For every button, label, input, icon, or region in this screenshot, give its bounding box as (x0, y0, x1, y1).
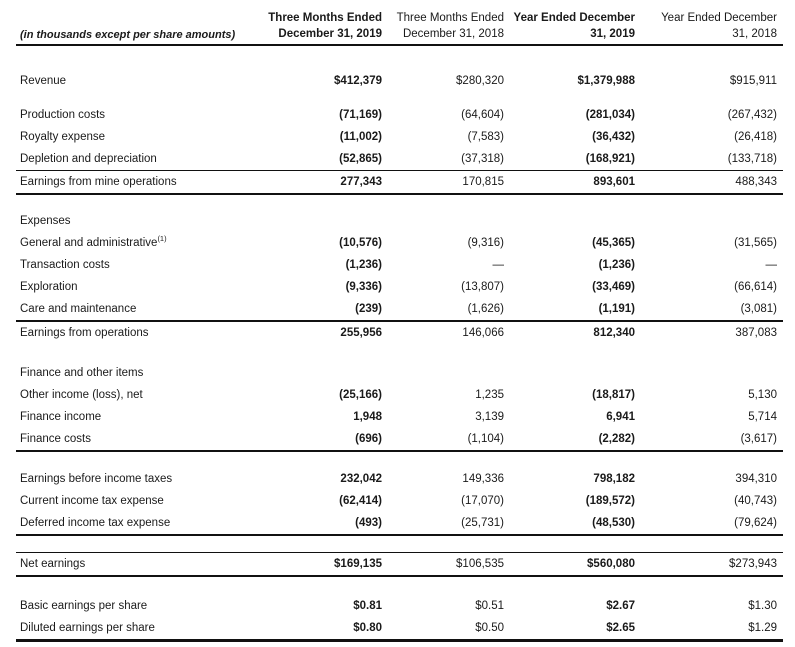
column-header-three-months-2019 (262, 10, 382, 42)
column-header-line1: Three Months Ended (268, 12, 382, 24)
table-header-label: (in thousands except per share amounts) (20, 29, 236, 41)
column-header-line1: Year Ended December (513, 12, 635, 24)
value-cell: (45,365) (592, 237, 635, 249)
value-cell: 3,139 (475, 411, 504, 423)
table-row (16, 406, 783, 428)
row-spacer (16, 195, 783, 210)
value-cell: (1,236) (345, 259, 382, 271)
value-cell: (11,002) (339, 131, 382, 143)
row-label: Production costs (20, 109, 106, 121)
value-cell: 277,343 (340, 176, 382, 188)
table-row (16, 148, 783, 171)
value-cell: $1.30 (748, 600, 777, 612)
row-label: Earnings from operations (20, 327, 149, 339)
value-cell: (189,572) (585, 495, 635, 507)
value-cell: $0.51 (475, 600, 504, 612)
value-cell: 146,066 (462, 327, 504, 339)
table-row (16, 595, 783, 617)
value-cell: (1,626) (467, 303, 504, 315)
value-cell: 387,083 (735, 327, 777, 339)
table-row (16, 298, 783, 322)
value-cell: $0.80 (353, 622, 382, 634)
value-cell: (9,316) (467, 237, 504, 249)
table-row (16, 322, 783, 344)
table-row (16, 384, 783, 406)
value-cell: $915,911 (729, 75, 777, 87)
row-spacer (16, 577, 783, 595)
value-cell: (33,469) (592, 281, 635, 293)
column-header-line2: 31, 2019 (590, 28, 635, 40)
financial-statement-table (16, 0, 783, 642)
table-row (16, 70, 783, 92)
table-row (16, 617, 783, 642)
value-cell: (31,565) (734, 237, 777, 249)
table-row (16, 428, 783, 452)
value-cell: 893,601 (593, 176, 635, 188)
column-header-line2: 31, 2018 (732, 28, 777, 40)
row-label: General and administrative$^{(1)}$ (20, 234, 167, 249)
value-cell: 1,948 (353, 411, 382, 423)
row-spacer (16, 46, 783, 70)
table-row (16, 512, 783, 536)
value-cell: (71,169) (339, 109, 382, 121)
value-cell: (25,731) (461, 517, 504, 529)
row-spacer (16, 344, 783, 362)
value-cell: $280,320 (456, 75, 504, 87)
value-cell: (17,070) (461, 495, 504, 507)
value-cell: (1,104) (467, 433, 504, 445)
column-header-year-2018 (635, 10, 777, 42)
column-header-line1: Three Months Ended (396, 12, 504, 24)
value-cell: 5,714 (748, 411, 777, 423)
value-cell: 488,343 (735, 176, 777, 188)
row-label: Expenses (20, 215, 71, 227)
value-cell: 255,956 (340, 327, 382, 339)
row-label: Finance costs (20, 433, 91, 445)
value-cell: $0.81 (353, 600, 382, 612)
table-row (16, 126, 783, 148)
row-label: Net earnings (20, 558, 86, 570)
value-cell: (239) (355, 303, 382, 315)
table-row (16, 468, 783, 490)
value-cell: (79,624) (734, 517, 777, 529)
value-cell: (1,236) (598, 259, 635, 271)
column-header-line2: December 31, 2018 (402, 28, 504, 40)
value-cell: $106,535 (456, 558, 504, 570)
row-label: Royalty expense (20, 131, 106, 143)
value-cell: 232,042 (340, 473, 382, 485)
section-row (16, 210, 783, 232)
value-cell: (64,604) (461, 109, 504, 121)
value-cell: $1.29 (748, 622, 777, 634)
value-cell: — (765, 259, 777, 271)
table-row (16, 171, 783, 195)
row-label: Earnings from mine operations (20, 176, 177, 188)
value-cell: (168,921) (585, 153, 635, 165)
value-cell: (18,817) (592, 389, 635, 401)
value-cell: (7,583) (467, 131, 504, 143)
value-cell: (9,336) (345, 281, 382, 293)
value-cell: (2,282) (598, 433, 635, 445)
value-cell: 6,941 (606, 411, 635, 423)
value-cell: (52,865) (339, 153, 382, 165)
row-spacer (16, 536, 783, 552)
row-label: Transaction costs (20, 259, 110, 271)
value-cell: (3,617) (740, 433, 777, 445)
table-row (16, 490, 783, 512)
value-cell: 5,130 (748, 389, 777, 401)
column-header-year-2019 (504, 10, 635, 42)
value-cell: 149,336 (462, 473, 504, 485)
row-spacer (16, 452, 783, 468)
value-cell: (281,034) (585, 109, 635, 121)
value-cell: — (492, 259, 504, 271)
table-row (16, 104, 783, 126)
value-cell: (10,576) (339, 237, 382, 249)
value-cell: $560,080 (587, 558, 635, 570)
table-header-row (16, 5, 783, 46)
footnote-marker: (1) (157, 234, 167, 244)
section-row (16, 362, 783, 384)
value-cell: (66,614) (734, 281, 777, 293)
row-label: Current income tax expense (20, 495, 164, 507)
value-cell: $273,943 (729, 558, 777, 570)
row-spacer (16, 92, 783, 104)
value-cell: $0.50 (475, 622, 504, 634)
table-body (16, 46, 783, 642)
value-cell: (493) (355, 517, 382, 529)
value-cell: 1,235 (475, 389, 504, 401)
value-cell: $2.65 (606, 622, 635, 634)
value-cell: 812,340 (593, 327, 635, 339)
row-label: Other income (loss), net (20, 389, 143, 401)
row-label: Revenue (20, 75, 67, 87)
value-cell: $169,135 (334, 558, 382, 570)
row-label: Diluted earnings per share (20, 622, 155, 634)
row-label: Basic earnings per share (20, 600, 148, 612)
value-cell: (696) (355, 433, 382, 445)
table-row (16, 232, 783, 254)
row-label: Care and maintenance (20, 303, 137, 315)
value-cell: (36,432) (592, 131, 635, 143)
value-cell: (26,418) (734, 131, 777, 143)
value-cell: 170,815 (462, 176, 504, 188)
value-cell: (48,530) (592, 517, 635, 529)
row-label: Deferred income tax expense (20, 517, 171, 529)
value-cell: 798,182 (593, 473, 635, 485)
value-cell: (267,432) (727, 109, 777, 121)
row-label: Exploration (20, 281, 78, 293)
value-cell: (13,807) (461, 281, 504, 293)
value-cell: (133,718) (727, 153, 777, 165)
column-header-three-months-2018 (382, 10, 504, 42)
row-label: Finance and other items (20, 367, 144, 379)
value-cell: $2.67 (606, 600, 635, 612)
value-cell: $412,379 (334, 75, 382, 87)
value-cell: (25,166) (339, 389, 382, 401)
value-cell: (62,414) (339, 495, 382, 507)
table-row (16, 552, 783, 577)
column-header-line2: December 31, 2019 (278, 28, 382, 40)
value-cell: (1,191) (598, 303, 635, 315)
value-cell: $1,379,988 (577, 75, 635, 87)
value-cell: 394,310 (735, 473, 777, 485)
row-label: Finance income (20, 411, 102, 423)
row-label: Depletion and depreciation (20, 153, 157, 165)
value-cell: (3,081) (740, 303, 777, 315)
column-header-line1: Year Ended December (661, 12, 777, 24)
table-row (16, 276, 783, 298)
table-row (16, 254, 783, 276)
value-cell: (37,318) (461, 153, 504, 165)
value-cell: (40,743) (734, 495, 777, 507)
row-label: Earnings before income taxes (20, 473, 173, 485)
